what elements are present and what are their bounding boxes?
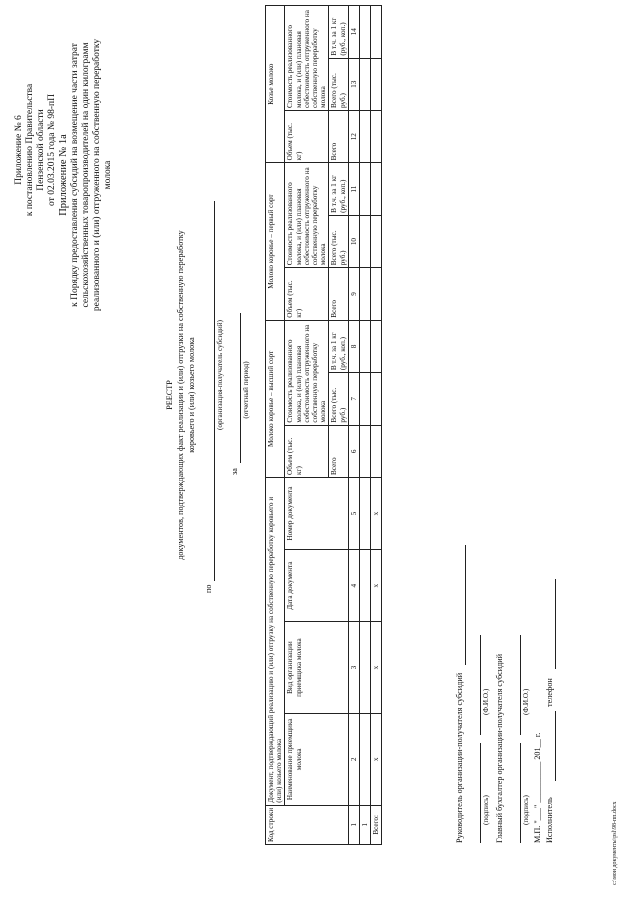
receiver-name-header: Наименование приемщика молока bbox=[285, 713, 348, 805]
receiver-type-header: Вид организации приемщика молока bbox=[285, 622, 348, 714]
cow-top-volume-total: Всего bbox=[329, 425, 348, 477]
document-number-header: Номер документа bbox=[285, 478, 348, 550]
table-cell bbox=[371, 373, 382, 425]
register-title: РЕЕСТР bbox=[165, 380, 174, 410]
x-mark: x bbox=[371, 622, 382, 714]
table-cell bbox=[371, 163, 382, 215]
col-number: 2 bbox=[348, 713, 359, 805]
appendix-line-4: от 02.03.2015 года № 98-пП bbox=[47, 94, 57, 206]
goat-cost-per-kg: В т.ч. за 1 кг (руб., коп.) bbox=[329, 6, 348, 59]
cow-first-volume-total: Всего bbox=[329, 268, 348, 320]
appendix-line-1: Приложение № 6 bbox=[14, 115, 24, 185]
organization-line bbox=[214, 201, 215, 581]
cow-first-cost-total: Всего (тыс. руб.) bbox=[329, 215, 348, 267]
phone-line bbox=[555, 579, 556, 669]
col-number: 11 bbox=[348, 163, 359, 215]
cow-top-cost-per-kg: В т.ч. за 1 кг (руб., коп.) bbox=[329, 320, 348, 372]
table-cell bbox=[371, 425, 382, 477]
total-row-label: Всего: bbox=[371, 805, 382, 844]
col-number: 1 bbox=[348, 805, 359, 844]
col-number: 10 bbox=[348, 215, 359, 267]
row-code: 1 bbox=[360, 805, 371, 844]
table-cell bbox=[360, 110, 371, 162]
cow-first-cost-header: Стоимость реализованного молока, и (или) плановая себестоимость отгруженного на собственную переработку молока bbox=[285, 163, 329, 268]
appendix-line-6: к Порядку предоставления субсидий на возмещение части затрат bbox=[70, 43, 80, 307]
table-cell bbox=[360, 550, 371, 622]
period-line bbox=[240, 313, 241, 463]
table-cell bbox=[371, 268, 382, 320]
col-number: 6 bbox=[348, 425, 359, 477]
table-cell bbox=[360, 268, 371, 320]
table-cell bbox=[360, 478, 371, 550]
x-mark: x bbox=[371, 713, 382, 805]
cow-top-grade-header: Молоко коровье – высший сорт bbox=[266, 320, 285, 477]
appendix-line-8: реализованного и (или) отгруженного на собственную переработку bbox=[92, 38, 102, 312]
appendix-line-7: сельскохозяйственных товаропроизводителей на один килограмм bbox=[81, 42, 91, 308]
col-number: 3 bbox=[348, 622, 359, 714]
goat-cost-header: Стоимость реализованного молока, и (или) плановая себестоимость отгруженного на собственную переработку молока bbox=[285, 6, 329, 111]
col-number: 9 bbox=[348, 268, 359, 320]
register-subtitle-2: коровьего и (или) козьего молока bbox=[187, 337, 196, 453]
accountant-fio-caption: (Ф.И.О.) bbox=[522, 688, 530, 715]
goat-milk-header: Козье молоко bbox=[266, 6, 285, 163]
head-sign-caption: (подпись) bbox=[482, 795, 490, 825]
col-number: 13 bbox=[348, 58, 359, 110]
table-cell bbox=[360, 6, 371, 59]
goat-volume-header: Объем (тыс. кг) bbox=[285, 110, 329, 162]
table-cell bbox=[360, 58, 371, 110]
table-cell bbox=[371, 58, 382, 110]
table-cell bbox=[371, 215, 382, 267]
executor-label: Исполнитель bbox=[545, 797, 554, 843]
accountant-sign-caption: (подпись) bbox=[522, 795, 530, 825]
table-cell bbox=[360, 622, 371, 714]
document-date-header: Дата документа bbox=[285, 550, 348, 622]
table-cell bbox=[360, 425, 371, 477]
x-mark: x bbox=[371, 550, 382, 622]
cow-top-volume-header: Объем (тыс. кг) bbox=[285, 425, 329, 477]
accountant-sign-line bbox=[520, 743, 521, 843]
table-cell bbox=[371, 110, 382, 162]
mp-label: М.П. "___" __________ 201__ г. bbox=[533, 732, 542, 843]
for-label: за bbox=[230, 468, 239, 475]
period-caption: (отчетный период) bbox=[242, 361, 250, 419]
column-number-row bbox=[348, 6, 359, 845]
col-number: 8 bbox=[348, 320, 359, 372]
x-mark: x bbox=[371, 478, 382, 550]
col-number: 7 bbox=[348, 373, 359, 425]
col-number: 12 bbox=[348, 110, 359, 162]
code-header: Код строки bbox=[266, 805, 349, 844]
col-number: 14 bbox=[348, 6, 359, 59]
goat-cost-total: Всего (тыс. руб.) bbox=[329, 58, 348, 110]
phone-label: телефон bbox=[545, 678, 554, 707]
appendix-line-9: молока bbox=[103, 160, 113, 190]
table-cell bbox=[360, 713, 371, 805]
table-cell bbox=[360, 320, 371, 372]
register-table bbox=[265, 5, 382, 845]
accountant-label: Главный бухгалтер организации-получателя субсидий bbox=[495, 653, 504, 843]
appendix-line-2: к постановлению Правительства bbox=[25, 83, 35, 217]
cow-first-volume-header: Объем (тыс. кг) bbox=[285, 268, 329, 320]
table-cell bbox=[360, 215, 371, 267]
appendix-line-3: Пензенской области bbox=[36, 109, 46, 191]
head-sign-line bbox=[480, 743, 481, 843]
executor-line bbox=[555, 711, 556, 781]
table-row bbox=[360, 6, 371, 845]
total-row bbox=[371, 6, 382, 845]
head-label: Руководитель организации-получателя субсидий bbox=[455, 672, 464, 843]
cow-first-grade-header: Молоко коровье – первый сорт bbox=[266, 163, 285, 320]
table-cell bbox=[360, 163, 371, 215]
register-subtitle-1: документов, подтверждающих факт реализации и (или) отгрузки на собственную переработку bbox=[176, 230, 185, 560]
cow-top-cost-header: Стоимость реализованного молока, и (или) плановая себестоимость отгруженного на собственную переработку молока bbox=[285, 320, 329, 425]
goat-volume-total: Всего bbox=[329, 110, 348, 162]
head-fio-caption: (Ф.И.О.) bbox=[482, 688, 490, 715]
footer-file-path: c:\мои документы\psl\98-пп.docx bbox=[612, 801, 618, 885]
cow-top-cost-total: Всего (тыс. руб.) bbox=[329, 373, 348, 425]
head-fio-line bbox=[480, 635, 481, 735]
table-cell bbox=[371, 320, 382, 372]
appendix-line-5: Приложение № 1а bbox=[58, 134, 69, 216]
col-number: 5 bbox=[348, 478, 359, 550]
cow-first-cost-per-kg: В т.ч. за 1 кг (руб., коп.) bbox=[329, 163, 348, 215]
table-cell bbox=[371, 6, 382, 59]
by-label: по bbox=[204, 584, 213, 593]
accountant-fio-line bbox=[520, 635, 521, 735]
head-signature-line bbox=[465, 545, 466, 665]
organization-caption: (организация-получатель субсидий) bbox=[216, 320, 224, 431]
document-group-header: Документ, подтверждающий реализацию и (или) отгрузку на собственную переработку коровьего и (или) козьего молока bbox=[266, 478, 285, 806]
col-number: 4 bbox=[348, 550, 359, 622]
table-cell bbox=[360, 373, 371, 425]
